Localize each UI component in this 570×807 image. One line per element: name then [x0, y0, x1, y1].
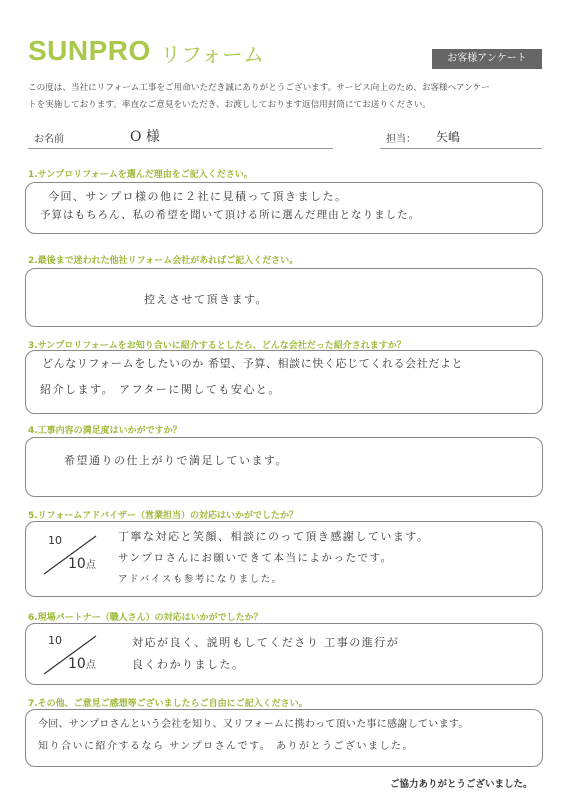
- answer-line: 対応が良く、説明もしてくださり 工事の進行が: [132, 636, 400, 649]
- answer-line: 希望通りの仕上がりで満足しています。: [64, 454, 289, 467]
- question-2-title: 2.最後まで迷われた他社リフォーム会社があればご記入ください。: [28, 256, 299, 266]
- answer-line: 今回、サンプロさんという会社を知り、又リフォームに携わって頂いた事に感謝しています。: [38, 719, 469, 730]
- answer-line: 控えさせて頂きます。: [144, 293, 269, 306]
- answer-box-7: [25, 709, 543, 767]
- answer-line: 予算はもちろん、私の希望を聞いて頂ける所に選んだ理由となりました。: [40, 209, 421, 221]
- footer-thanks: ご協力ありがとうございました。: [390, 779, 533, 790]
- answer-line: どんなリフォームをしたいのか 希望、予算、相談に快く応じてくれる会社だよと: [42, 357, 464, 370]
- answer-box-6: [25, 623, 543, 685]
- answer-box-5: [25, 521, 543, 597]
- question-7-title: 7.その他、ご意見ご感想等ございましたらご自由にご記入ください。: [28, 699, 308, 709]
- brand-subtitle: リフォーム: [160, 43, 264, 67]
- staff-value: 矢嶋: [436, 130, 461, 144]
- question-4-title: 4.工事内容の満足度はいかがですか？: [28, 426, 182, 436]
- question-1-title: 1.サンプロリフォームを選んだ理由をご記入ください。: [28, 170, 253, 180]
- staff-field: [380, 126, 542, 149]
- survey-tag: お客様アンケート: [432, 49, 542, 69]
- score-number: 10: [68, 556, 86, 572]
- answer-line: アドバイスも参考になりました。: [118, 574, 283, 585]
- question-6-title: 6.現場パートナー（職人さん）の対応はいかがでしたか？: [28, 613, 263, 623]
- intro-text: [28, 80, 548, 114]
- intro-line: この度は、当社にリフォーム工事をご用命いただき誠にありがとうございます。サービス向上のため、お客様へアンケー: [28, 83, 490, 93]
- answer-line: サンプロさんにお願いできて本当によかったです。: [118, 552, 393, 564]
- brand-logo: SUNPRO: [28, 35, 151, 66]
- answer-box-3: [25, 350, 543, 414]
- score-6: [34, 632, 104, 678]
- score-max: 10: [48, 534, 62, 547]
- answer-line: 知り合いに紹介するなら サンプロさんです。 ありがとうございました。: [38, 741, 415, 752]
- score-5: [34, 532, 104, 578]
- answer-box-4: [25, 437, 543, 497]
- answer-line: 良くわかりました。: [132, 658, 245, 671]
- answer-line: 今回、サンプロ様の他に２社に見積って頂きました。: [48, 190, 348, 203]
- score-unit: 点: [85, 660, 96, 671]
- answer-line: 丁寧な対応と笑顔、相談にのって頂き感謝しています。: [118, 530, 430, 543]
- score-number: 10: [68, 656, 86, 672]
- question-5-title: 5.リフォームアドバイザー（営業担当）の対応はいかがでしたか？: [28, 511, 299, 521]
- score-max: 10: [48, 634, 62, 647]
- name-label: お名前: [34, 134, 64, 145]
- name-field: [28, 126, 333, 149]
- answer-box-1: [25, 182, 543, 234]
- staff-label: 担当：: [386, 134, 416, 145]
- answer-box-2: [25, 268, 543, 327]
- name-value: O 様: [130, 129, 160, 145]
- question-3-title: 3.サンプロリフォームをお知り合いに紹介するとしたら、どんな会社だった紹介されますか？: [28, 341, 406, 351]
- score-unit: 点: [85, 560, 96, 571]
- score-value: [68, 656, 96, 672]
- answer-line: 紹介します。 アフターに関しても安心と。: [40, 383, 281, 396]
- score-value: [68, 556, 96, 572]
- intro-line: トを実施しております。率直なご意見をいただき、お渡ししております返信用封筒にてお送りください。: [28, 100, 431, 110]
